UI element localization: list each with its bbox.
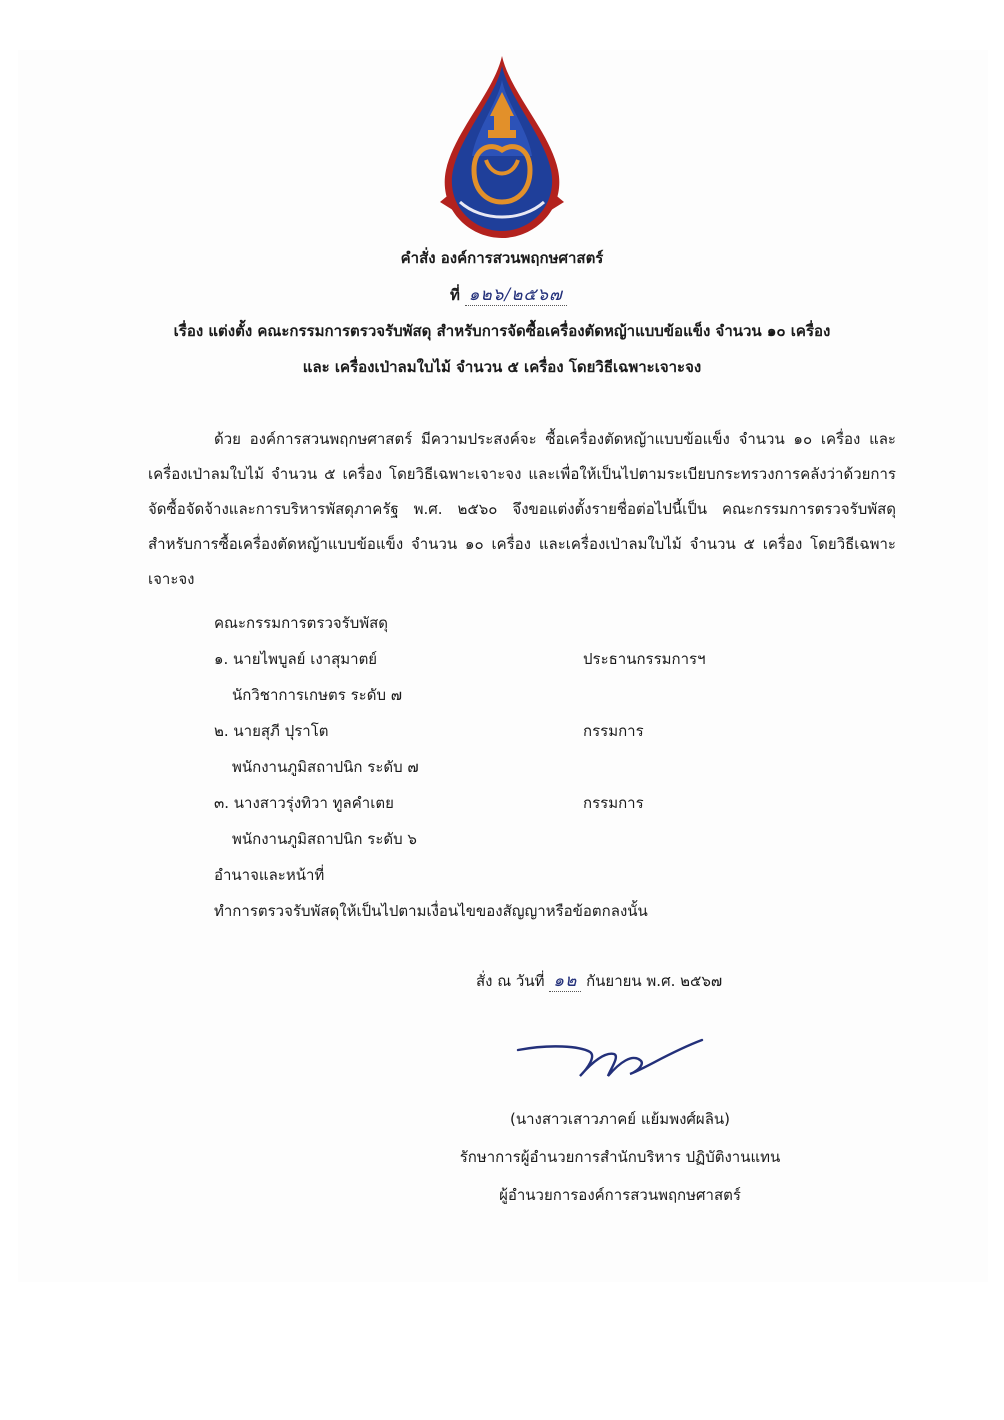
organization-logo [432,52,572,242]
member-1-name: ๑. นายไพบูลย์ เงาสุมาตย์ [214,650,378,668]
member-3-name: ๓. นางสาวรุ่งทิวา ทูลคำเตย [214,794,394,812]
body-paragraph [148,422,896,597]
member-1-role: ประธานกรรมการฯ [583,650,706,668]
date-prefix: สั่ง ณ วันที่ [476,972,545,990]
order-date [476,970,722,992]
member-3-role: กรรมการ [583,794,644,812]
date-day: ๑๒ [549,971,581,992]
order-number-value: ๑๒๖/๒๕๖๗ [465,285,567,306]
date-suffix: กันยายน พ.ศ. ๒๕๖๗ [586,972,723,990]
order-number [450,284,567,306]
order-number-label: ที่ [450,286,460,304]
member-3-position: พนักงานภูมิสถาปนิก ระดับ ๖ [232,830,417,848]
member-2-name: ๒. นายสุภี ปุราโต [214,722,329,740]
member-2-position: พนักงานภูมิสถาปนิก ระดับ ๗ [232,758,419,776]
committee-heading: คณะกรรมการตรวจรับพัสดุ [214,614,389,632]
handwritten-signature [510,1030,710,1090]
signatory-name: (นางสาวเสาวภาคย์ แย้มพงศ์ผลิน) [509,1110,731,1128]
order-title: คำสั่ง องค์การสวนพฤกษศาสตร์ [400,249,604,267]
signatory-title-2: ผู้อำนวยการองค์การสวนพฤกษศาสตร์ [499,1186,741,1204]
signatory-title-1: รักษาการผู้อำนวยการสำนักบริหาร ปฏิบัติงานแทน [459,1148,781,1166]
body-paragraph-text: ด้วย องค์การสวนพฤกษศาสตร์ มีความประสงค์จะ ซื้อเครื่องตัดหญ้าแบบข้อแข็ง จำนวน ๑๐ เครื่อง และเครื่องเป่าลมใบไม้ จำนวน ๕ เครื่อง โดยวิธีเฉพาะเจาะจง และเพื่อให้เป็นไปตามระเบียบกระทรวงการคลังว่าด้วยการจัดซื้อจัดจ้างและการบริหารพัสดุภาครัฐ พ.ศ. ๒๕๖๐ จึงขอแต่งตั้งรายชื่อต่อไปนี้เป็น คณะกรรมการตรวจรับพัสดุ สำหรับการซื้อเครื่องตัดหญ้าแบบข้อแข็ง จำนวน ๑๐ เครื่อง และเครื่องเป่าลมใบไม้ จำนวน ๕ เครื่อง โดยวิธีเฉพาะเจาะจง [148,430,896,588]
member-1-position: นักวิชาการเกษตร ระดับ ๗ [232,686,403,704]
duty-heading: อำนาจและหน้าที่ [214,866,325,884]
member-2-role: กรรมการ [583,722,644,740]
duty-text: ทำการตรวจรับพัสดุให้เป็นไปตามเงื่อนไขของสัญญาหรือข้อตกลงนั้น [214,902,648,920]
subject-line-2: และ เครื่องเป่าลมใบไม้ จำนวน ๕ เครื่อง โดยวิธีเฉพาะเจาะจง [302,358,702,376]
subject-line-1: เรื่อง แต่งตั้ง คณะกรรมการตรวจรับพัสดุ สำหรับการจัดซื้อเครื่องตัดหญ้าแบบข้อแข็ง จำนวน ๑๐ เครื่อง [173,322,831,340]
